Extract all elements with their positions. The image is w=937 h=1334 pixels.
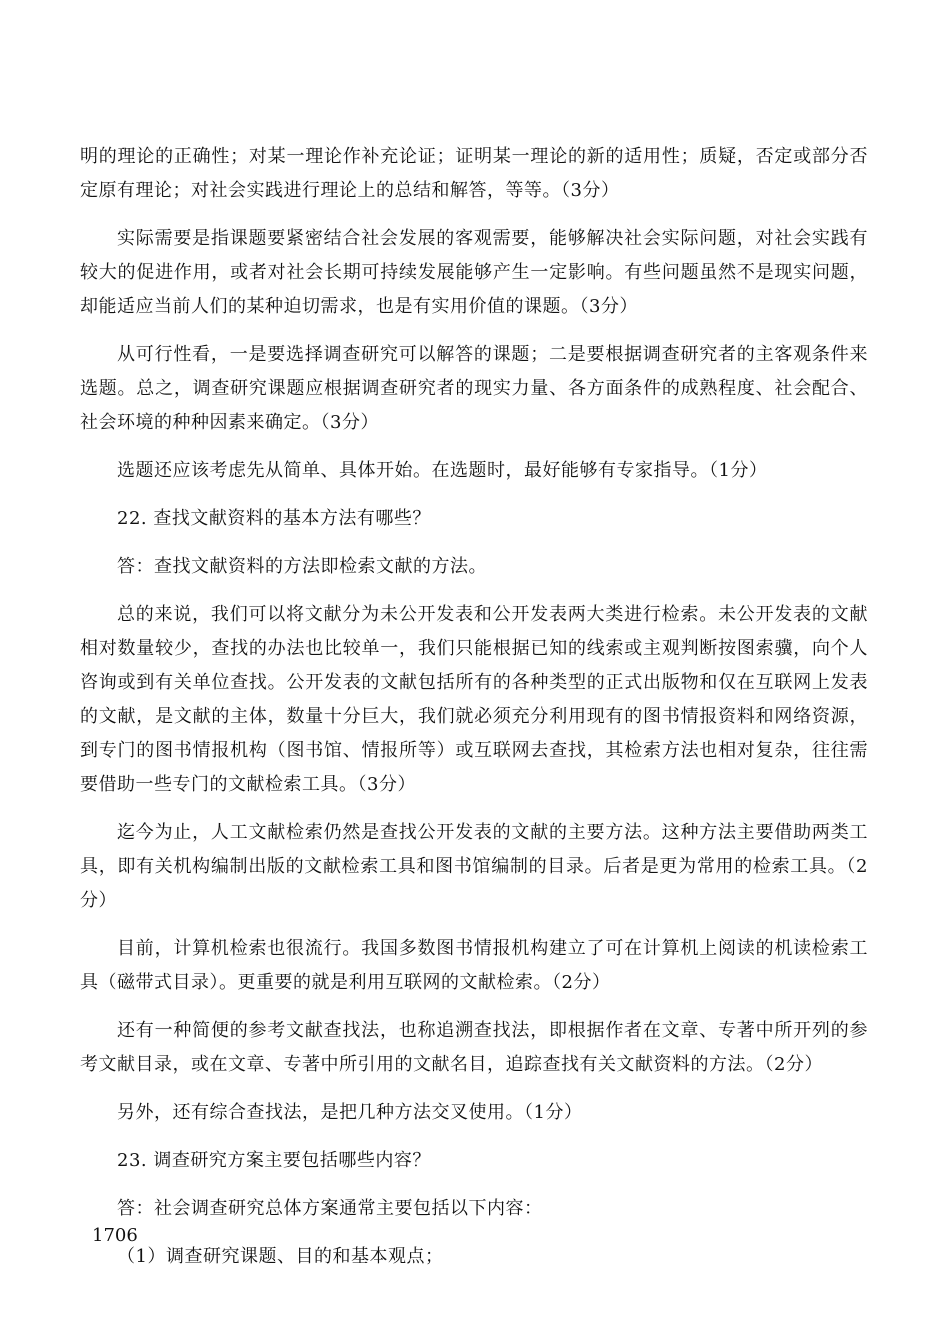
paragraph: 答：社会调查研究总体方案通常主要包括以下内容： [117, 1198, 543, 1219]
paragraph: 选题还应该考虑先从简单、具体开始。在选题时，最好能够有专家指导。（1分） [117, 460, 768, 481]
paragraph: 22. 查找文献资料的基本方法有哪些？ [117, 508, 431, 529]
paragraph: 总的来说，我们可以将文献分为未公开发表和公开发表两大类进行检索。未公开发表的文献相对数量较少，查找的办法也比较单一，我们只能根据已知的线索或主观判断按图索骥，向个人咨询或到有关单位查找。公开发表的文献包括所有的各种类型的正式出版物和仅在互联网上发表的文献，是文献的主体，数量十分巨大，我们就必须充分利用现有的图书情报资料和网络资源，到专门的图书情报机构（图书馆、情报所等）或互联网去查找，其检索方法也相对复杂，往往需要借助一些专门的文献检索工具。（3分） [80, 604, 868, 795]
paragraph: 还有一种简便的参考文献查找法，也称追溯查找法，即根据作者在文章、专著中所开列的参考文献目录，或在文章、专著中所引用的文献名目，追踪查找有关文献资料的方法。（2分） [80, 1020, 868, 1075]
page-number: 1706 [92, 1225, 138, 1246]
paragraph: 23. 调查研究方案主要包括哪些内容？ [117, 1150, 431, 1171]
paragraph: 从可行性看，一是要选择调查研究可以解答的课题；二是要根据调查研究者的主客观条件来选题。总之，调查研究课题应根据调查研究者的现实力量、各方面条件的成熟程度、社会配合、社会环境的种种因素来确定。（3分） [80, 344, 868, 433]
paragraph: 另外，还有综合查找法，是把几种方法交叉使用。（1分） [117, 1102, 583, 1123]
paragraph: 答：查找文献资料的方法即检索文献的方法。 [117, 556, 487, 577]
paragraph: 目前，计算机检索也很流行。我国多数图书情报机构建立了可在计算机上阅读的机读检索工具（磁带式目录）。更重要的就是利用互联网的文献检索。（2分） [80, 938, 868, 993]
paragraph: （1）调查研究课题、目的和基本观点； [117, 1246, 444, 1267]
paragraph: 明的理论的正确性；对某一理论作补充论证；证明某一理论的新的适用性；质疑，否定或部分否定原有理论；对社会实践进行理论上的总结和解答，等等。（3分） [80, 146, 868, 201]
document-body [80, 140, 868, 1288]
paragraph: 实际需要是指课题要紧密结合社会发展的客观需要，能够解决社会实际问题，对社会实践有较大的促进作用，或者对社会长期可持续发展能够产生一定影响。有些问题虽然不是现实问题，却能适应当前人们的某种迫切需求，也是有实用价值的课题。（3分） [80, 228, 868, 317]
paragraph: 迄今为止，人工文献检索仍然是查找公开发表的文献的主要方法。这种方法主要借助两类工具，即有关机构编制出版的文献检索工具和图书馆编制的目录。后者是更为常用的检索工具。（2分） [80, 822, 868, 911]
